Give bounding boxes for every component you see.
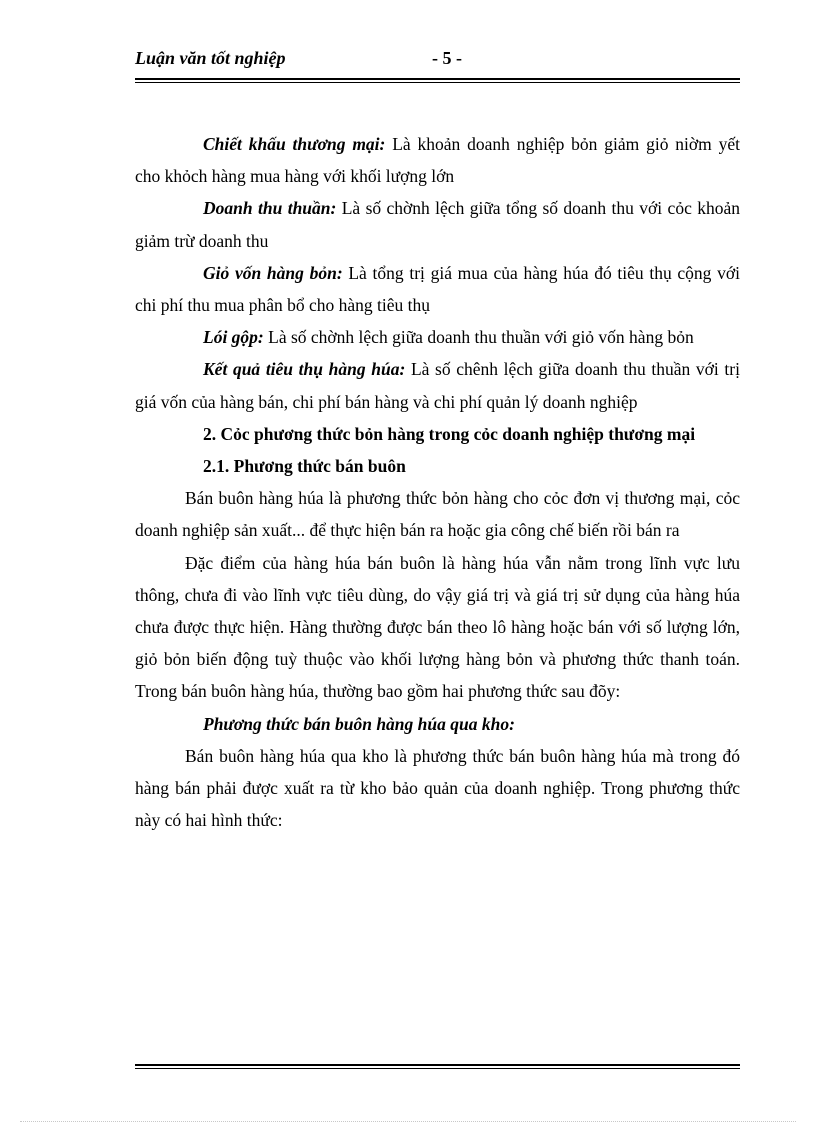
section-heading: 2. Cỏc phương thức bỏn hàng trong cỏc doanh nghiệp thương mại <box>203 423 696 444</box>
definition-paragraph <box>135 353 740 417</box>
definition-text: Là khoản doanh nghiệp bỏn giảm giỏ niờm yết cho khỏch hàng mua hàng với khối lượng lớn <box>135 134 740 187</box>
definition-term: Chiết khấu thương mại: <box>203 134 386 154</box>
definition-paragraph <box>135 128 740 192</box>
definition-paragraph <box>135 192 740 256</box>
definition-paragraph <box>135 321 740 353</box>
body-paragraph: Bán buôn hàng húa là phương thức bỏn hàng cho cỏc đơn vị thương mại, cỏc doanh nghiệp sản xuất... để thực hiện bán ra hoặc gia công chế biến rồi bán ra <box>135 488 740 541</box>
page-header <box>135 46 740 74</box>
definition-text: Là tổng trị giá mua của hàng húa đó tiêu thụ cộng với chi phí thu mua phân bổ cho hàng tiêu thụ <box>135 262 741 316</box>
definition-term: Kết quả tiêu thụ hàng húa: <box>203 359 406 380</box>
page-edge-dots <box>20 1121 796 1122</box>
definition-term: Doanh thu thuần: <box>203 198 337 219</box>
definition-term: Giỏ vốn hàng bỏn: <box>203 262 343 283</box>
italic-subheading: Phương thức bán buôn hàng húa qua kho: <box>203 713 515 734</box>
footer-rule <box>135 1064 740 1069</box>
body-paragraph: Đặc điểm của hàng húa bán buôn là hàng húa vẫn nằm trong lĩnh vực lưu thông, chưa đi vào lĩnh vực tiêu dùng, do vậy giá trị và giá trị sử dụng của hàng húa chưa được thực hiện. Hàng thường được bán theo lô hàng hoặc bán với số lượng lớn, giỏ bỏn biến động tuỳ thuộc vào khối lượng hàng bỏn và phương thức thanh toán. Trong bán buôn hàng húa, thường bao gồm hai phương thức sau đõy: <box>135 552 740 702</box>
body-paragraph: Bán buôn hàng húa qua kho là phương thức bán buôn hàng húa mà trong đó hàng bán phải được xuất ra từ kho bảo quản của doanh nghiệp. Trong phương thức này có hai hình thức: <box>135 745 740 831</box>
definition-text: Là số chờnh lệch giữa doanh thu thuần với giỏ vốn hàng bỏn <box>263 327 694 348</box>
page-body <box>135 128 740 836</box>
subsection-heading: 2.1. Phương thức bán buôn <box>203 456 406 477</box>
definition-paragraph <box>135 257 740 321</box>
definition-term: Lói gộp: <box>203 327 264 348</box>
header-title: Luận văn tốt nghiệp <box>135 48 286 68</box>
header-rule <box>135 78 740 83</box>
definition-text: Là số chênh lệch giữa doanh thu thuần với trị giá vốn của hàng bán, chi phí bán hàng và chi phí quản lý doanh nghiệp <box>135 359 740 412</box>
definition-text: Là số chờnh lệch giữa tổng số doanh thu với cỏc khoản giảm trừ doanh thu <box>135 198 740 251</box>
page-number: - 5 - <box>432 48 462 68</box>
